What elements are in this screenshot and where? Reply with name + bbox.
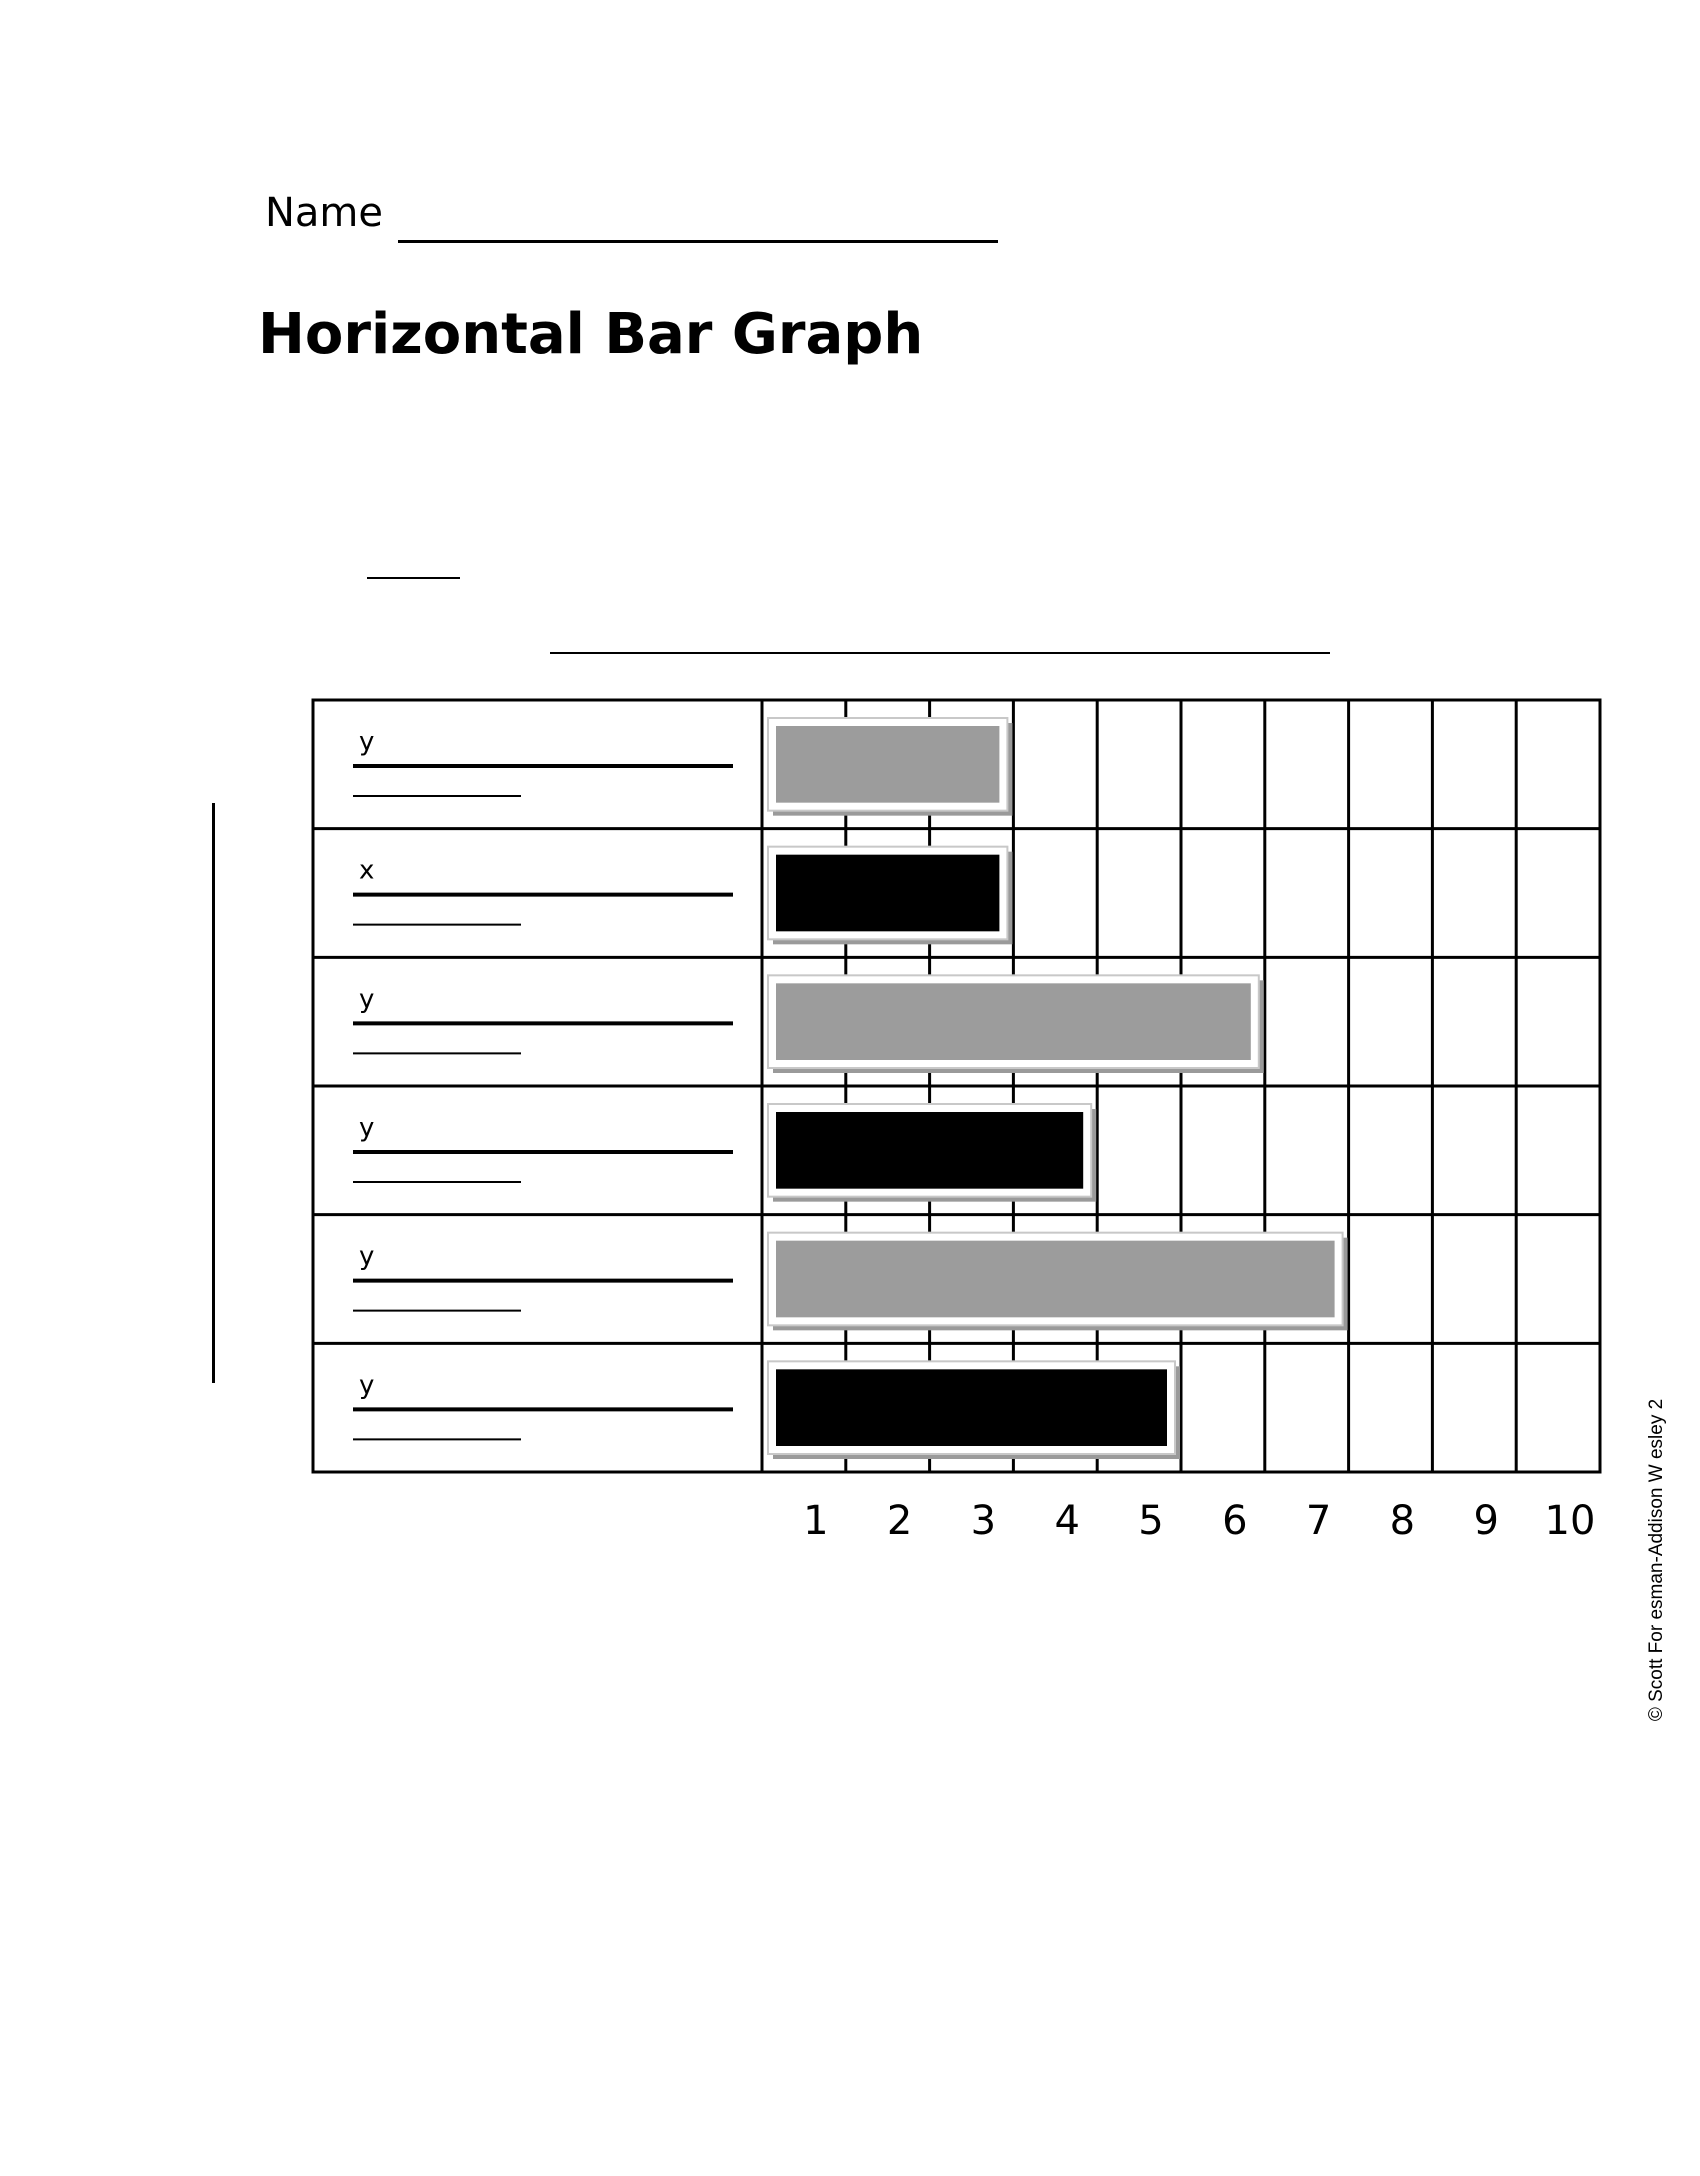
x-tick-label: 8 xyxy=(1389,1498,1416,1544)
category-label: x xyxy=(359,855,375,886)
category-label: y xyxy=(359,727,375,757)
x-tick-label: 4 xyxy=(1054,1498,1080,1544)
x-tick-label: 2 xyxy=(886,1498,913,1544)
name-label: Name xyxy=(265,190,384,236)
category-label: y xyxy=(359,984,375,1015)
x-tick-label: 1 xyxy=(803,1498,829,1544)
bar xyxy=(776,1241,1335,1318)
x-tick-label: 6 xyxy=(1222,1498,1248,1544)
copyright-text: © Scott For esman-Addison W esley 2 xyxy=(1646,1398,1667,1722)
x-tick-label: 10 xyxy=(1544,1498,1596,1544)
bar xyxy=(776,1112,1083,1189)
x-tick-label: 3 xyxy=(970,1498,997,1544)
chart-title: Horizontal Bar Graph xyxy=(258,302,924,367)
bar xyxy=(776,855,999,932)
category-label: y xyxy=(359,1241,375,1272)
category-label: y xyxy=(359,1370,375,1401)
bar xyxy=(776,726,999,803)
x-tick-label: 5 xyxy=(1138,1498,1164,1544)
category-label: y xyxy=(359,1113,375,1143)
x-tick-label: 7 xyxy=(1305,1498,1332,1544)
bar xyxy=(776,983,1251,1060)
x-tick-label: 9 xyxy=(1473,1498,1499,1544)
bar xyxy=(776,1369,1167,1446)
